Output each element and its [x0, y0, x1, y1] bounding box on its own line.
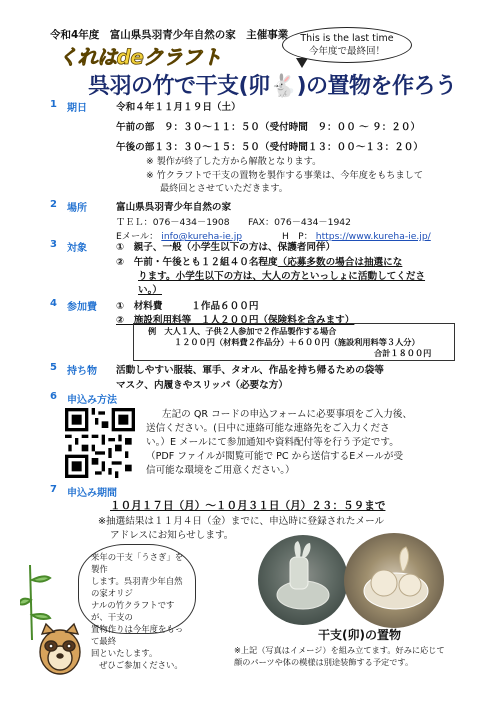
date-note-1: ※ 製作が終了した方から解散となります。 — [146, 156, 322, 167]
target-item-1: ① 親子、一般（小学生以下の方は、保護者同伴） — [116, 242, 336, 253]
date-note-2b: 最終回とさせていただきます。 — [160, 183, 288, 194]
section-1-label: 期日 — [67, 103, 87, 114]
section-1-number: 1 — [50, 99, 57, 110]
target-item-2-end: い。） — [138, 285, 162, 296]
bubble-english: This is the last time — [300, 33, 394, 44]
apply-line-5: 信可能な環境をご用意ください。） — [146, 465, 295, 476]
event-date: 令和４年１１月１９日（土） — [116, 102, 241, 113]
example-line-1: 例 大人１人、子供２人参加で２作品製作する場合 — [148, 326, 337, 336]
event-logo: くれはdeクラフト — [58, 45, 222, 69]
sponsor-line: 令和4年度 富山県呉羽青少年自然の家 主催事業 — [50, 29, 289, 41]
material-fee: ① 材料費 １作品６００円 — [116, 301, 259, 312]
photo-caption: 干支(卯)の置物 — [318, 628, 401, 642]
website-link[interactable]: https://www.kureha-ie.jp/ — [315, 231, 431, 242]
section-4-number: 4 — [50, 298, 57, 309]
speech-line-2: します。呉羽青少年自然の家オリジ — [91, 576, 183, 598]
venue-name: 富山県呉羽青少年自然の家 — [116, 202, 232, 213]
morning-session: 午前の部 ９：３０～１１：５０（受付時間 ９：００ ～ ９：２０） — [116, 122, 421, 133]
apply-line-1: 左記の QR コードの申込フォームに必要事項をご入力後、 — [162, 409, 413, 420]
rabbit-craft-photo-2 — [344, 533, 444, 628]
apply-line-4: （PDF ファイルが閲覧可能で PC から送信するEメールが受 — [146, 451, 404, 462]
target-item-2: ② 午前・午後とも１２組４０名程度 — [116, 257, 278, 268]
speech-line-4: 置物作りは今年度をもって最終 — [91, 624, 184, 646]
speech-line-3: ナルの竹クラフトですが、干支の — [91, 600, 175, 622]
date-note-2a: ※ 竹クラフトで干支の置物を製作する事業は、今年度をもちまして — [146, 170, 424, 181]
fee-example-box — [133, 323, 455, 361]
rabbit-craft-photo-1 — [258, 535, 348, 625]
speech-bubble — [78, 544, 196, 670]
page-title: 呉羽の竹で干支(卯🐇)の置物を作ろう — [88, 74, 457, 99]
section-2-label: 場所 — [67, 203, 87, 214]
last-time-bubble — [282, 27, 412, 63]
section-3-number: 3 — [50, 239, 57, 250]
bubble-tail — [296, 58, 308, 68]
lottery-note: （応募多数の場合は抽選にな — [277, 257, 403, 268]
email-link[interactable]: info@kureha-ie.jp — [161, 231, 243, 242]
section-7-number: 7 — [50, 484, 57, 495]
section-6-label: 申込み方法 — [67, 395, 117, 406]
venue-tel-fax: ＴＥＬ：076－434－1908 FAX：076－434－1942 — [116, 217, 351, 228]
lottery-result-note-cont: アドレスにお知らせします。 — [110, 530, 234, 541]
section-4-label: 参加費 — [67, 302, 97, 313]
facility-fee: ② 施設利用料等 １人２００円（保険料を含みます） — [116, 315, 355, 326]
section-5-label: 持ち物 — [67, 366, 97, 377]
speech-line-1: 来年の干支「うさぎ」を製作 — [91, 552, 184, 574]
afternoon-session: 午後の部１３：３０～１５：５０（受付時間１３：００～１３：２０） — [116, 142, 423, 153]
section-2-number: 2 — [50, 199, 57, 210]
email-label: Eメール： — [116, 231, 159, 242]
section-6-number: 6 — [50, 391, 57, 402]
hp-label: H P： — [282, 231, 313, 242]
belongings-line-2: マスク、内履きやスリッパ（必要な方） — [116, 380, 288, 391]
speech-line-5: 回といたします。 — [91, 648, 158, 658]
bubble-japanese: 今年度で最終回！ — [308, 46, 385, 57]
section-5-number: 5 — [50, 362, 57, 373]
apply-line-3: い。）E メールにて参加通知や資料配付等を行う予定です。 — [146, 437, 399, 448]
example-line-2: １２００円（材料費２作品分）＋６００円（施設利用料等３人分） — [174, 337, 420, 347]
speech-line-6: ぜひご参加ください。 — [99, 660, 183, 670]
photo-note-2: 顔のパーツや体の模様は別途装飾する予定です。 — [234, 657, 414, 667]
section-3-label: 対象 — [67, 243, 87, 254]
section-7-label: 申込み期間 — [67, 488, 117, 499]
application-period: １０月１７日（月）～１０月３１日（月）２３：５９まで — [110, 500, 386, 512]
belongings-line-1: 活動しやすい服装、軍手、タオル、作品を持ち帰るための袋等 — [116, 365, 384, 376]
example-total: 合計１８００円 — [374, 348, 432, 358]
qr-code[interactable] — [65, 408, 135, 478]
photo-note-1: ※上記（写真はイメージ）を組み立てます。好みに応じて — [234, 645, 445, 655]
apply-line-2: 送信ください。(日中に連絡可能な連絡先をご入力くださ — [146, 423, 390, 434]
lottery-result-note: ※抽選結果は１１月４日（金）までに、申込時に登録されたメール — [98, 516, 385, 527]
target-item-2-cont: ります。小学生以下の方は、大人の方といっしょに活動してくださ — [138, 271, 426, 282]
